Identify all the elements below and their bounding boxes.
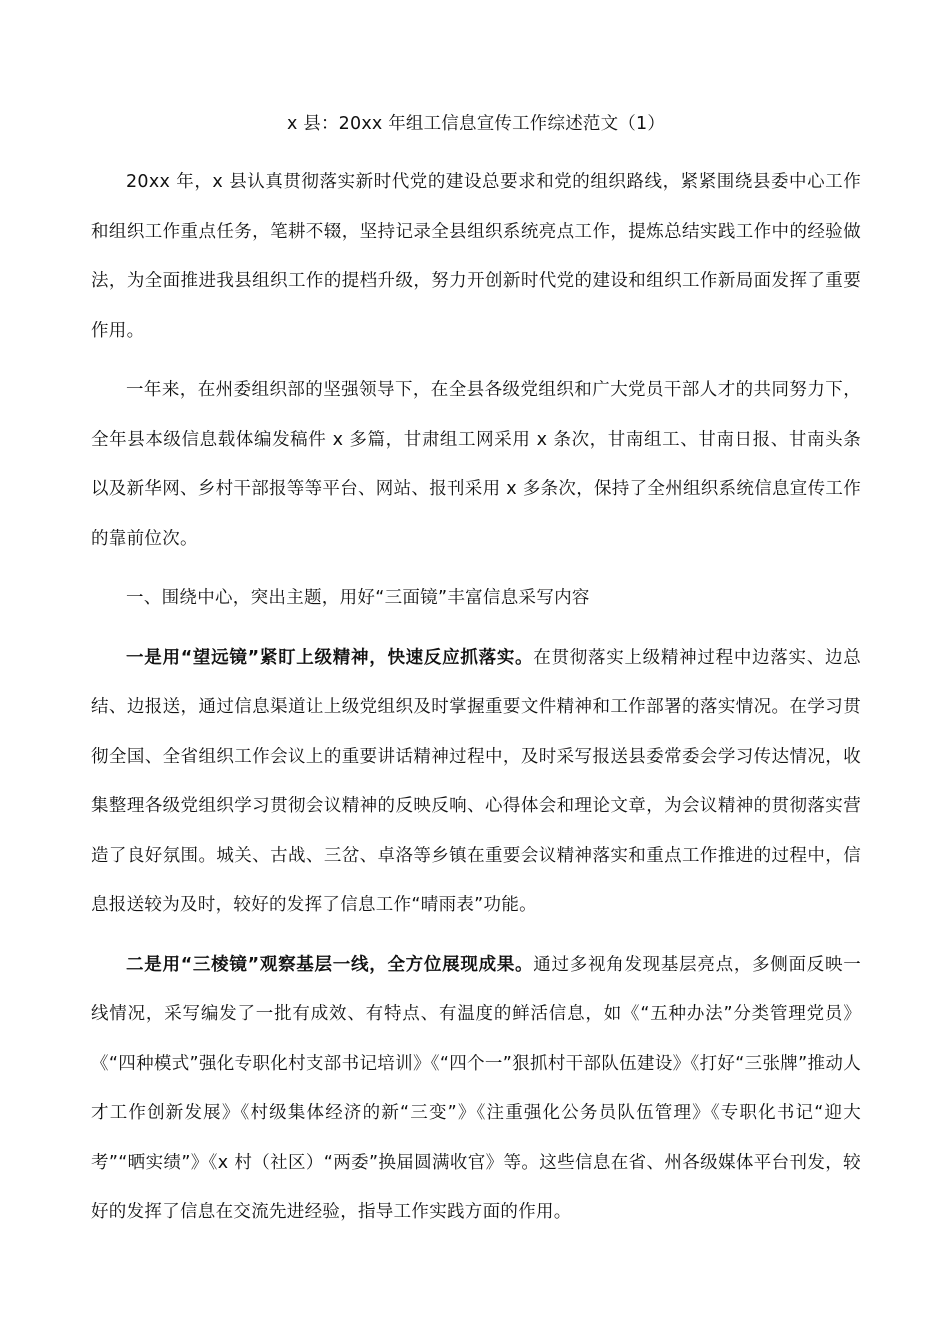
section-heading [91, 574, 861, 624]
document-page [91, 100, 861, 1238]
spacer [91, 624, 861, 634]
paragraph-lead: 二是用“三棱镜”观察基层一线，全方位展现成果。 [126, 954, 534, 975]
paragraph-point-one [91, 634, 861, 931]
paragraph-intro [91, 158, 861, 356]
paragraph-point-two [91, 941, 861, 1238]
paragraph-summary [91, 366, 861, 564]
document-title: x 县：20xx 年组工信息宣传工作综述范文（1） [286, 114, 666, 134]
paragraph-text: 一年来，在州委组织部的坚强领导下，在全县各级党组织和广大党员干部人才的共同努力下，全年县本级信息载体编发稿件 x 多篇，甘肃组工网采用 x 条次，甘南组工、甘南日报、甘南头条以及新华网、乡村干部报等等平台、网站、报刊采用 x 多条次，保持了全州组织系统信息宣传工作的靠前位次。 [91, 380, 861, 549]
spacer [91, 931, 861, 941]
paragraph-text: 通过多视角发现基层亮点，多侧面反映一线情况，采写编发了一批有成效、有特点、有温度的鲜活信息，如《“五种办法”分类管理党员》《“四种模式”强化专职化村支部书记培训》《“四个一”狠抓村干部队伍建设》《打好“三张牌”推动人才工作创新发展》《村级集体经济的新“三变”》《注重强化公务员队伍管理》《专职化书记“迎大考”“晒实绩”》《x 村（社区）“两委”换届圆满收官》等。这些信息在省、州各级媒体平台刊发，较好的发挥了信息在交流先进经验，指导工作实践方面的作用。 [91, 954, 861, 1222]
paragraph-text: 20xx 年，x 县认真贯彻落实新时代党的建设总要求和党的组织路线，紧紧围绕县委中心工作和组织工作重点任务，笔耕不辍，坚持记录全县组织系统亮点工作，提炼总结实践工作中的经验做法，为全面推进我县组织工作的提档升级，努力开创新时代党的建设和组织工作新局面发挥了重要作用。 [91, 172, 861, 341]
paragraph-lead: 一是用“望远镜”紧盯上级精神，快速反应抓落实。 [126, 647, 534, 668]
spacer [91, 148, 861, 158]
paragraph-text: 在贯彻落实上级精神过程中边落实、边总结、边报送，通过信息渠道让上级党组织及时掌握重要文件精神和工作部署的落实情况。在学习贯彻全国、全省组织工作会议上的重要讲话精神过程中，及时采写报送县委常委会学习传达情况，收集整理各级党组织学习贯彻会议精神的反映反响、心得体会和理论文章，为会议精神的贯彻落实营造了良好氛围。城关、古战、三岔、卓洛等乡镇在重要会议精神落实和重点工作推进的过程中，信息报送较为及时，较好的发挥了信息工作“晴雨表”功能。 [91, 647, 861, 915]
spacer [91, 356, 861, 366]
spacer [91, 564, 861, 574]
paragraph-text: 一、围绕中心，突出主题，用好“三面镜”丰富信息采写内容 [126, 588, 590, 608]
